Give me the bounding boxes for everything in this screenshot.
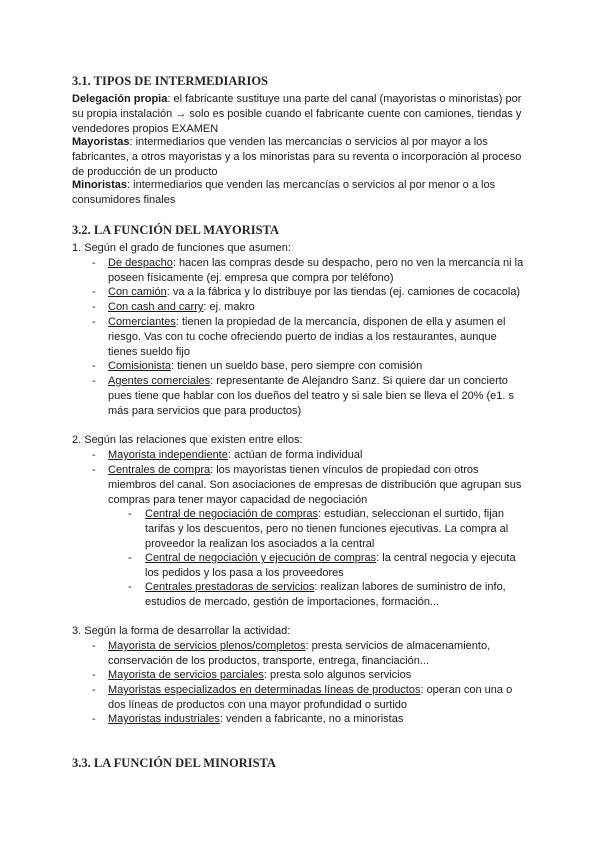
bullet-dash: - [92,375,96,387]
section-heading-3-1: 3.1. TIPOS DE INTERMEDIARIOS [72,74,268,88]
text-line: pues tiene que hablar con los dueños del teatro y si sale bien se lleva el 20% (e1. s [108,390,515,402]
text-line: de producción de un producto [72,166,218,178]
list-heading-forma-actividad: 3. Según la forma de desarrollar la actividad: [72,625,291,637]
bullet-dash: - [128,552,132,564]
list-item-especializados [108,683,512,713]
term-comisionista: Comisionista [108,360,171,372]
term-agentes: Agentes comerciales [108,375,211,387]
bullet-dash: - [128,581,132,593]
text-line: tienes sueldo fijo [108,346,190,358]
text-line: miembros del canal. Son asociaciones de empresas de distribución que agrupan sus [108,479,522,491]
bullet-dash: - [128,508,132,520]
text-line: poseen físicamente (ej. empresa que compra por teléfono) [108,272,394,284]
bullet-dash: - [92,684,96,696]
section-heading-3-3: 3.3. LA FUNCIÓN DEL MINORISTA [72,756,276,770]
bullet-dash: - [92,257,96,269]
text-line: vendedores propios EXAMEN [72,123,219,135]
bullet-dash: - [92,713,96,725]
text-line: : el fabricante sustituye una parte del canal (mayoristas o minoristas) por [167,93,522,105]
text-line: : la central negocia y ejecuta [376,552,516,564]
text-line: fabricantes, a otros mayoristas y a los minoristas para su reventa o incorporación al proceso [72,151,522,163]
bullet-dash: - [92,669,96,681]
term-minoristas: Minoristas [72,179,128,191]
text-line: : operan con una o [420,684,513,696]
text-line: : los mayoristas tienen vínculos de propiedad con otros [210,464,479,476]
text-line: : intermediarios que venden las mercancías o servicios al por mayor a los [129,136,488,148]
list-item-central-negociacion-ejecucion [145,551,516,581]
text-line: dos líneas de productos con una mayor profundidad o surtido [108,699,408,711]
text-line: estudios de mercado, gestión de importaciones, formación... [145,596,440,608]
list-item-independiente [108,448,362,463]
term-centrales-servicios: Centrales prestadoras de servicios [145,581,315,593]
term-servicios-plenos: Mayorista de servicios plenos/completos [108,640,306,652]
term-comerciantes: Comerciantes [108,316,176,328]
list-item-agentes [108,374,514,419]
bullet-dash: - [92,640,96,652]
bullet-dash: - [92,286,96,298]
text-line: tarifas y los descuentos, pero no tienen funciones ejecutivas. La compra al [145,523,509,535]
text-line: : actúan de forma individual [227,449,363,461]
text-line: : tienen la propiedad de la mercancía, disponen de ella y asumen el [175,316,506,328]
list-item-servicios-plenos [108,639,490,669]
list-item-cash-carry [108,300,255,315]
list-item-despacho [108,256,523,286]
text-line: : tienen un sueldo base, pero siempre con comisión [170,360,423,372]
bullet-dash: - [92,360,96,372]
text-line: : presta solo algunos servicios [263,669,412,681]
text-line: : ej. makro [203,301,255,313]
section-heading-3-2: 3.2. LA FUNCIÓN DEL MAYORISTA [72,223,279,237]
term-industriales: Mayoristas industriales [108,713,220,725]
text-line: consumidores finales [72,194,176,206]
text-line: riesgo. Vas con tu coche ofreciendo puerto de indias a los restaurantes, aunque [108,331,497,343]
term-cash-carry: Con cash and carry [108,301,204,313]
list-item-centrales-servicios [145,580,506,610]
text-line: proveedor la realizan los asociados a la central [145,538,375,550]
text-line: : representante de Alejandro Sanz. Si quiere dar un concierto [210,375,508,387]
term-servicios-parciales: Mayorista de servicios parciales [108,669,264,681]
bullet-dash: - [92,316,96,328]
term-despacho: De despacho [108,257,173,269]
paragraph-delegacion-propia [72,92,534,137]
term-independiente: Mayorista independiente [108,449,228,461]
term-especializados: Mayoristas especializados en determinadas líneas de productos [108,684,421,696]
list-item-camion [108,285,520,300]
term-central-negociacion-ejecucion: Central de negociación y ejecución de compras [145,552,377,564]
text-line: : hacen las compras desde su despacho, pero no ven la mercancía ni la [172,257,524,269]
list-item-comisionista [108,359,422,374]
text-line: su propia instalación → solo es posible cuando el fabricante cuente con camiones, tiendas y [72,108,522,120]
text-line: : intermediarios que venden las mercancías o servicios al por menor o a los [127,179,496,191]
list-item-centrales-compra [108,463,521,508]
text-line: más para servicios que para productos) [108,405,302,417]
list-item-comerciantes [108,315,505,360]
text-line: : realizan labores de suministro de info, [314,581,506,593]
text-line: : venden a fabricante, no a minoristas [219,713,404,725]
text-line: compras para tener mayor capacidad de negociación [108,494,368,506]
text-line: los pedidos y los pasa a los proveedores [145,567,344,579]
term-central-negociacion: Central de negociación de compras [145,508,319,520]
term-centrales-compra: Centrales de compra [108,464,211,476]
bullet-dash: - [92,449,96,461]
text-line: : estudian, seleccionan el surtido, fijan [318,508,504,520]
term-delegacion-propia: Delegación propia [72,93,168,105]
list-heading-grado-funciones: 1. Según el grado de funciones que asumen: [72,242,291,254]
bullet-dash: - [92,301,96,313]
list-heading-relaciones: 2. Según las relaciones que existen entre ellos: [72,434,303,446]
list-item-central-negociacion [145,507,508,552]
text-line: : presta servicios de almacenamiento, [305,640,491,652]
term-camion: Con camión [108,286,167,298]
term-mayoristas: Mayoristas [72,136,130,148]
text-line: conservación de los productos, transporte, entrega, financiación... [108,655,430,667]
text-line: : va a la fábrica y lo distribuye por las tiendas (ej. camiones de cocacola) [166,286,521,298]
list-item-industriales [108,712,403,727]
paragraph-minoristas [72,178,534,208]
bullet-dash: - [92,464,96,476]
list-item-servicios-parciales [108,668,411,683]
paragraph-mayoristas [72,135,534,180]
